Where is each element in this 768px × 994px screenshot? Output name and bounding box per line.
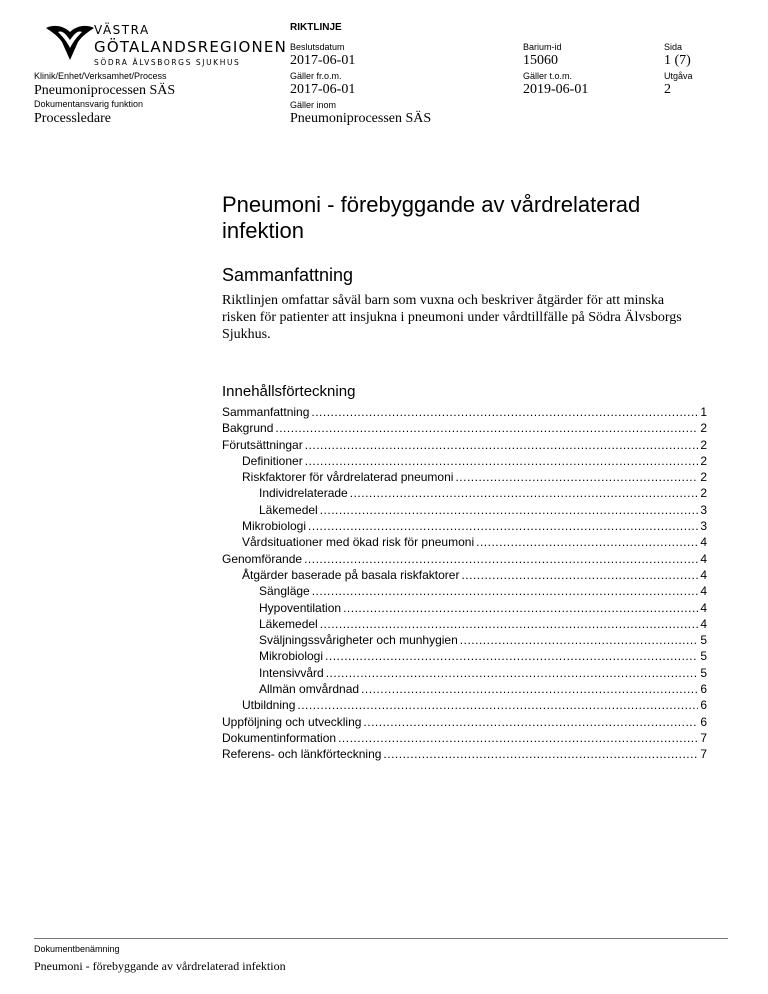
toc-entry-page: 6 — [700, 682, 707, 697]
barium-id-value: 15060 — [523, 53, 558, 68]
toc-entry-title: Individrelaterade — [259, 486, 348, 501]
toc-entry-page: 4 — [700, 535, 707, 550]
owner-label: Dokumentansvarig funktion — [34, 99, 144, 109]
toc-entry[interactable] — [222, 534, 707, 550]
toc-entry-title: Mikrobiologi — [242, 519, 307, 534]
toc-entry-title: Allmän omvårdnad — [259, 682, 360, 697]
logo-line-3: SÖDRA ÄLVSBORGS SJUKHUS — [94, 58, 241, 67]
toc-entry-title: Hypoventilation — [259, 600, 342, 615]
footer-divider — [34, 938, 728, 939]
toc-entry[interactable] — [222, 714, 707, 730]
toc-dot-leader — [476, 534, 698, 550]
toc-dot-leader — [311, 404, 698, 420]
toc-entry[interactable] — [222, 502, 707, 518]
toc-dot-leader — [338, 730, 698, 746]
toc-entry-title: Bakgrund — [222, 421, 274, 436]
summary-text: Riktlinjen omfattar såväl barn som vuxna och beskriver åtgärder för att minska risken för patienter att insjukna i pneumoni under vårdtillfälle på Södra Älvsborgs Sjukhus. — [222, 293, 682, 342]
toc-entry-title: Dokumentinformation — [222, 730, 337, 745]
toc-dot-leader — [305, 437, 699, 453]
barium-id-label: Barium-id — [523, 42, 562, 52]
toc-entry-page: 2 — [700, 453, 707, 468]
toc-entry[interactable] — [222, 648, 707, 664]
valid-within-value: Pneumoniprocessen SÄS — [290, 111, 432, 126]
toc-entry-page: 2 — [700, 437, 707, 452]
toc-dot-leader — [363, 714, 698, 730]
toc-entry-title: Genomförande — [222, 551, 303, 566]
toc-entry-title: Läkemedel — [259, 502, 318, 517]
toc-dot-leader — [460, 632, 699, 648]
toc-dot-leader — [325, 648, 698, 664]
toc-entry-page: 7 — [700, 747, 707, 762]
toc-entry[interactable] — [222, 551, 707, 567]
footer-label: Dokumentbenämning — [34, 944, 120, 954]
valid-within-label: Gäller inom — [290, 100, 337, 110]
toc-entry[interactable] — [222, 697, 707, 713]
toc-dot-leader — [308, 518, 698, 534]
toc-dot-leader — [350, 485, 699, 501]
toc-dot-leader — [320, 616, 699, 632]
vgr-logo-mark — [44, 22, 96, 62]
toc-entry[interactable] — [222, 632, 707, 648]
logo-line-1: VÄSTRA — [94, 23, 150, 37]
toc-entry-page: 2 — [700, 421, 707, 436]
toc-entry[interactable] — [222, 616, 707, 632]
toc-dot-leader — [361, 681, 698, 697]
toc-entry[interactable] — [222, 518, 707, 534]
toc-entry-page: 4 — [700, 567, 707, 582]
toc-dot-leader — [275, 420, 698, 436]
toc-entry-title: Sväljningssvårigheter och munhygien — [259, 633, 458, 648]
toc-dot-leader — [343, 600, 698, 616]
toc-entry[interactable] — [222, 404, 707, 420]
toc-entry[interactable] — [222, 567, 707, 583]
toc-entry-page: 4 — [700, 584, 707, 599]
toc-entry[interactable] — [222, 437, 707, 453]
toc-entry-page: 4 — [700, 616, 707, 631]
document-title: Pneumoni - förebyggande av vårdrelaterad infektion — [222, 192, 641, 243]
toc-entry-title: Uppföljning och utveckling — [222, 714, 362, 729]
toc-entry[interactable] — [222, 665, 707, 681]
edition-value: 2 — [664, 82, 671, 97]
toc-dot-leader — [326, 665, 699, 681]
unit-label: Klinik/Enhet/Verksamhet/Process — [34, 71, 167, 81]
toc-dot-leader — [312, 583, 699, 599]
toc-dot-leader — [383, 746, 698, 762]
toc-entry-page: 7 — [700, 730, 707, 745]
toc-dot-leader — [455, 469, 698, 485]
valid-from-value: 2017-06-01 — [290, 82, 356, 97]
toc-entry[interactable] — [222, 600, 707, 616]
toc-entry-title: Sammanfattning — [222, 405, 310, 419]
toc-entry[interactable] — [222, 681, 707, 697]
toc-entry-page: 6 — [700, 714, 707, 729]
table-of-contents — [222, 404, 707, 763]
toc-entry-title: Utbildning — [242, 698, 296, 713]
toc-entry-title: Riskfaktorer för vårdrelaterad pneumoni — [242, 470, 454, 485]
toc-entry-title: Läkemedel — [259, 616, 318, 631]
footer-document-name: Pneumoni - förebyggande av vårdrelaterad infektion — [34, 959, 286, 973]
page-value: 1 (7) — [664, 53, 691, 68]
toc-entry-page: 4 — [700, 551, 707, 566]
toc-dot-leader — [304, 551, 698, 567]
valid-to-label: Gäller t.o.m. — [523, 71, 573, 81]
valid-from-label: Gäller fr.o.m. — [290, 71, 342, 81]
vgr-logo — [44, 20, 288, 72]
decision-date-value: 2017-06-01 — [290, 53, 356, 68]
toc-entry-title: Sängläge — [259, 584, 310, 599]
toc-entry-page: 4 — [700, 600, 707, 615]
toc-entry[interactable] — [222, 420, 707, 436]
toc-entry-title: Referens- och länkförteckning — [222, 747, 382, 762]
toc-entry-title: Definitioner — [242, 453, 303, 468]
valid-to-value: 2019-06-01 — [523, 82, 589, 97]
toc-dot-leader — [305, 453, 699, 469]
toc-entry-page: 3 — [700, 519, 707, 534]
toc-entry-title: Vårdsituationer med ökad risk för pneumoni — [242, 535, 475, 550]
toc-entry[interactable] — [222, 746, 707, 762]
decision-date-label: Beslutsdatum — [290, 42, 345, 52]
toc-entry-page: 5 — [700, 665, 707, 680]
owner-value: Processledare — [34, 111, 111, 126]
toc-entry-page: 5 — [700, 649, 707, 664]
toc-dot-leader — [297, 697, 698, 713]
toc-entry-title: Mikrobiologi — [259, 649, 324, 664]
toc-dot-leader — [461, 567, 698, 583]
toc-entry[interactable] — [222, 453, 707, 469]
toc-entry-page: 2 — [700, 486, 707, 501]
toc-entry-page: 1 — [700, 405, 707, 419]
toc-entry-title: Intensivvård — [259, 665, 324, 680]
document-type: RIKTLINJE — [290, 22, 342, 33]
toc-entry-title: Förutsättningar — [222, 437, 303, 452]
logo-line-2: GÖTALANDSREGIONEN — [94, 38, 288, 56]
toc-entry[interactable] — [222, 469, 707, 485]
edition-label: Utgåva — [664, 71, 693, 81]
toc-entry[interactable] — [222, 730, 707, 746]
summary-heading: Sammanfattning — [222, 265, 354, 285]
toc-entry-page: 5 — [700, 633, 707, 648]
toc-entry-page: 6 — [700, 698, 707, 713]
toc-entry-title: Åtgärder baserade på basala riskfaktorer — [242, 567, 460, 582]
toc-dot-leader — [320, 502, 699, 518]
toc-entry[interactable] — [222, 583, 707, 599]
toc-entry[interactable] — [222, 485, 707, 501]
unit-value: Pneumoniprocessen SÄS — [34, 83, 176, 98]
page-label: Sida — [664, 42, 683, 52]
toc-entry-page: 2 — [700, 470, 707, 485]
toc-heading: Innehållsförteckning — [222, 383, 356, 400]
toc-entry-page: 3 — [700, 502, 707, 517]
